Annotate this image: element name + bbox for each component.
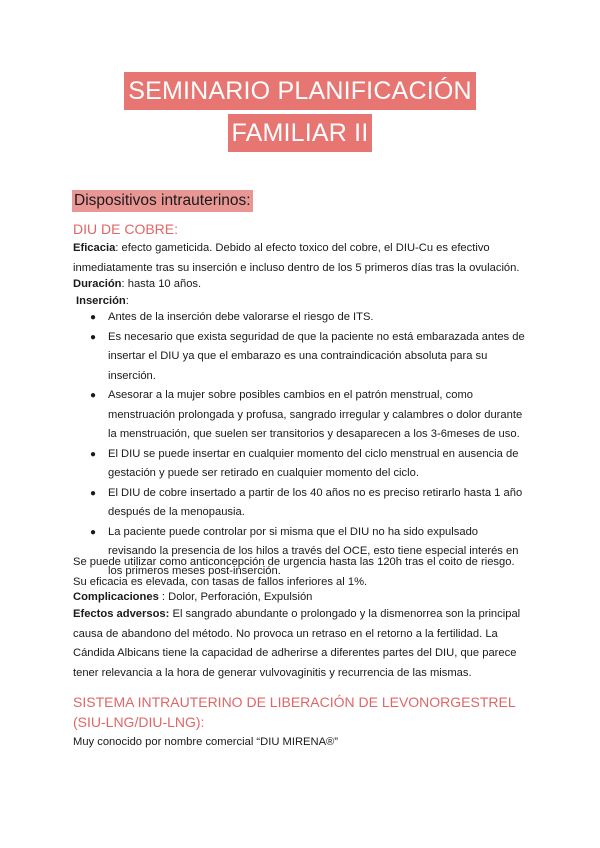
- anticoncepcion-paragraph: Se puede utilizar como anticoncepción de urgencia hasta las 120h tras el coito de riesgo. Su eficacia es elevada, con tasas de fallos inferiores al 1%.: [73, 556, 515, 588]
- duracion-text: : hasta 10 años.: [121, 278, 202, 290]
- diu-cobre-heading: DIU DE COBRE:: [73, 221, 179, 237]
- bullet-text: La paciente puede controlar por si misma que el DIU no ha sido expulsado revisando la presencia de los hilos a través del OCE, esto tiene especial interés en los primeros meses post-inserción.: [108, 525, 519, 577]
- document-title-line-2: FAMILIAR II: [228, 114, 373, 152]
- bullet-icon: ●: [90, 331, 97, 343]
- bullet-text: Es necesario que exista seguridad de que la paciente no está embarazada antes de insertar el DIU ya que el embarazo es una contraindicación absoluta para su inserción.: [108, 330, 525, 382]
- title-line-2: [0, 114, 600, 152]
- list-item: [0, 386, 528, 445]
- insercion-colon: :: [125, 295, 129, 307]
- bullet-text: Antes de la inserción debe valorarse el riesgo de ITS.: [108, 311, 374, 323]
- duracion-label: Duración: [73, 278, 122, 290]
- list-item: [0, 484, 528, 523]
- insercion-bullet-list: [0, 308, 600, 581]
- insercion-label: Inserción: [76, 295, 126, 307]
- bullet-icon: ●: [90, 312, 97, 323]
- efectos-adversos-paragraph: [73, 605, 531, 683]
- eficacia-paragraph: [73, 239, 533, 278]
- list-item: [0, 445, 528, 484]
- list-item: [0, 308, 528, 328]
- adversos-text: El sangrado abundante o prolongado y la dismenorrea son la principal causa de abandono del método. No provoca un retraso en el retorno a la fertilidad. La Cándida Albicans tiene la capacidad de adherirse a diferentes partes del DIU, que parece tener relevancia a la hora de generar vulvovaginitis y recurrencia de las mismas.: [73, 608, 521, 679]
- section-heading: Dispositivos intrauterinos:: [72, 190, 253, 212]
- bullet-text: El DIU de cobre insertado a partir de los 40 años no es preciso retirarlo hasta 1 año después de la menopausia.: [108, 486, 523, 518]
- bullet-icon: ●: [90, 390, 97, 401]
- eficacia-label: Eficacia: [73, 242, 116, 254]
- complicaciones-label: Complicaciones: [73, 591, 159, 603]
- title-line-1: [0, 72, 600, 110]
- bullet-icon: ●: [90, 448, 97, 460]
- siu-paragraph: Muy conocido por nombre comercial “DIU MIRENA®”: [73, 736, 339, 748]
- bullet-text: Asesorar a la mujer sobre posibles cambios en el patrón menstrual, como menstruación prolongada y profusa, sangrado irregular y calambres o dolor durante la menstruación, que suelen ser transitorios y desaparecen a los 3-6meses de uso.: [108, 389, 523, 440]
- adversos-label: Efectos adversos:: [73, 608, 170, 620]
- bullet-text: El DIU se puede insertar en cualquier momento del ciclo menstrual en ausencia de gestación y puede ser retirado en cualquier momento del ciclo.: [108, 447, 519, 479]
- siu-heading: SISTEMA INTRAUTERINO DE LIBERACIÓN DE LEVONORGESTREL (SIU-LNG/DIU-LNG):: [73, 694, 516, 730]
- eficacia-text: : efecto gameticida. Debido al efecto toxico del cobre, el DIU-Cu es efectivo inmediatamente tras su inserción e incluso dentro de los 5 primeros días tras la ovulación.: [73, 242, 520, 274]
- bullet-icon: ●: [90, 487, 97, 499]
- document-title-line-1: SEMINARIO PLANIFICACIÓN: [124, 72, 476, 110]
- complicaciones-text: : Dolor, Perforación, Expulsión: [158, 591, 313, 603]
- list-item: [0, 328, 528, 387]
- bullet-icon: ●: [90, 526, 97, 538]
